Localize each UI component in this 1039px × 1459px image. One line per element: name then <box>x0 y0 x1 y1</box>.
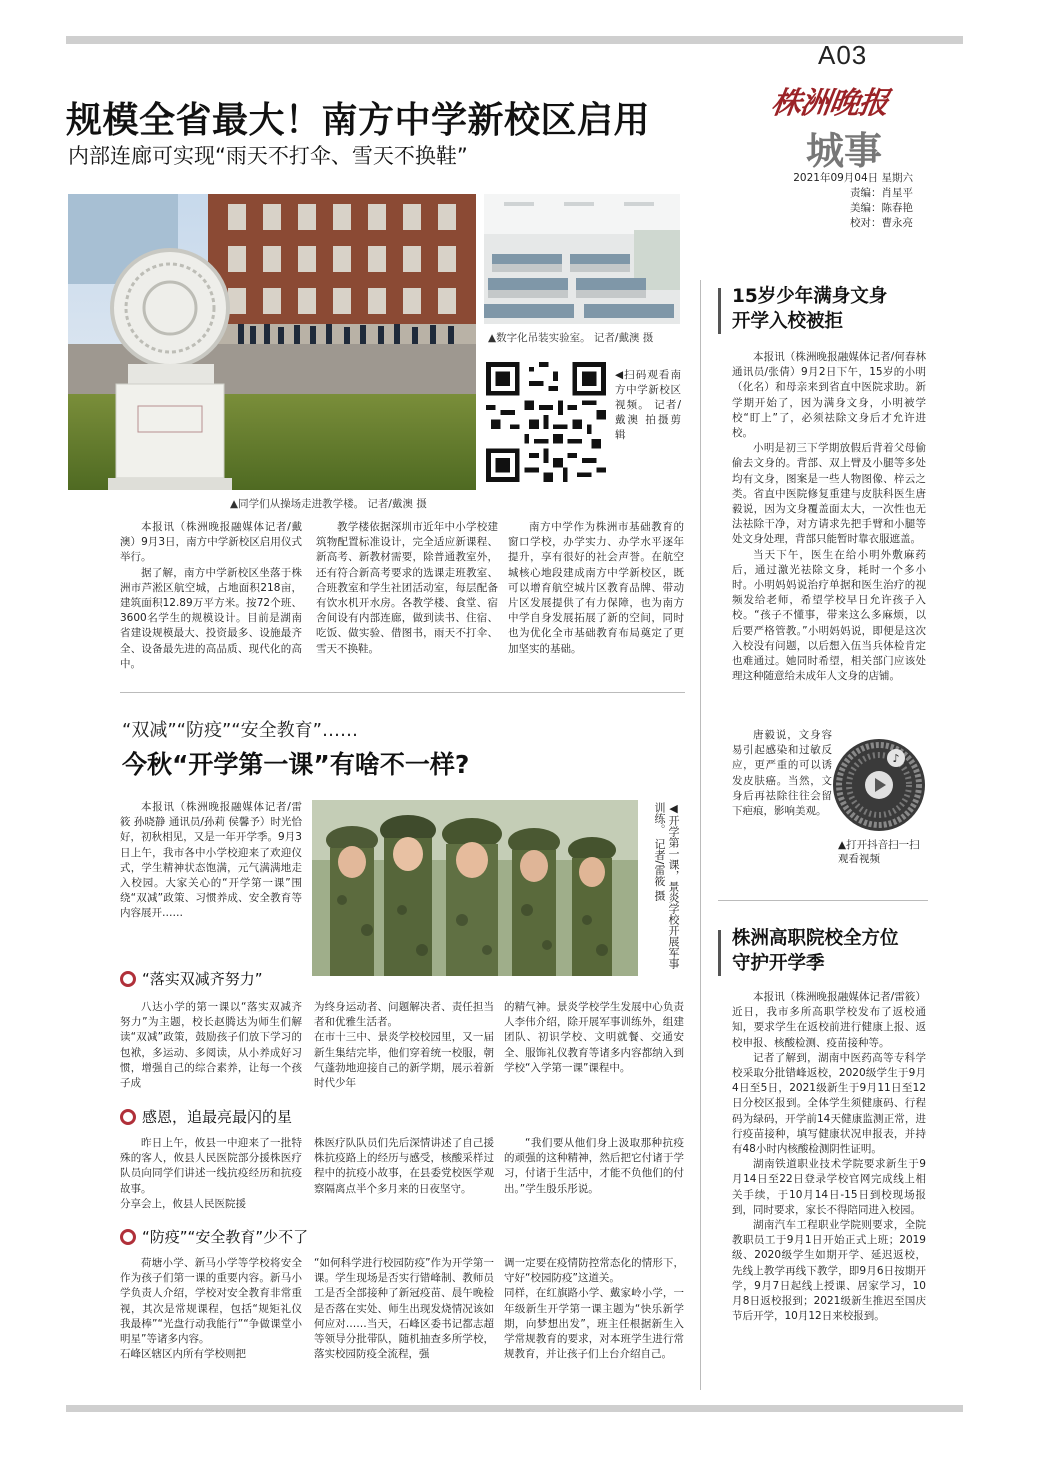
lead-col-2 <box>316 520 498 680</box>
column-divider <box>700 280 701 1390</box>
story2-s2-col3 <box>504 1136 684 1220</box>
sidebar2-para: 本报讯（株洲晚报融媒体记者/雷筱）近日，我市多所高职学校发布了返校通知，要求学生在返校前进行健康上报、返校申报、核酸检测、疫苗接种等。 <box>732 991 926 1049</box>
story2-s3-col3 <box>504 1256 684 1388</box>
story2-section-2-title <box>120 1106 292 1127</box>
story2-headline: 今秋“开学第一课”有啥不一样? <box>122 750 470 779</box>
lead-col-3 <box>508 520 684 680</box>
para: “我们要从他们身上汲取那种抗疫的顽强的这种精神，然后把它付诸于学习，付诸于生活中，才能不负他们的付出。”学生殷乐彤说。 <box>504 1137 684 1195</box>
issue-date: 2021年09月04日 星期六 <box>793 172 913 184</box>
story2-s2-col2 <box>314 1136 494 1220</box>
para: 昨日上午，攸县一中迎来了一批特殊的客人，攸县人民医院部分援株医疗队员向同学们讲述一线抗疫经历和抗疫故事。 分享会上，攸县人民医院援 <box>120 1137 302 1210</box>
para: 荷塘小学、新马小学等学校将安全作为孩子们第一课的重要内容。新马小学负责人介绍，学校对安全教育非常重视，其次是常规课程，包括“规矩礼仪我最棒”“光盘行动我能行”“争做课堂小明星”等诸多内容。 石峰区辖区内所有学校则把 <box>120 1257 302 1361</box>
lead-photo-lab-caption: ▲数字化吊装实验室。 记者/戴澳 摄 <box>488 332 654 344</box>
bullet-circle-icon <box>120 1109 136 1125</box>
para: 的精气神。景炎学校学生发展中心负责人李伟介绍，除开展军事训练外，组建团队、初识学校、文明就餐、交通安全、服饰礼仪教育等诸多内容都纳入到学校“入学第一课”课程中。 <box>504 1001 684 1074</box>
editor-credit: 责编：肖星平 <box>850 187 913 199</box>
lead-col-1-para: 本报讯（株洲晚报融媒体记者/戴澳）9月3日，南方中学新校区启用仪式举行。 <box>120 521 302 564</box>
story2-section-1-title <box>120 968 263 989</box>
story2-s1-col3 <box>504 1000 684 1096</box>
sidebar1-para: 唐毅说，文身容易引起感染和过敏反应，更严重的可以诱发皮肤癌。当然，文身后再祛除往往会留下疤痕，影响美观。 <box>732 729 832 818</box>
sidebar1-body-end <box>732 728 832 864</box>
story2-intro-para: 本报讯（株洲晚报融媒体记者/雷筱 孙晓静 通讯员/孙莉 侯馨予）时光恰好，初秋相见，又是一年开学季。9月3日上午，我市各中小学校迎来了欢迎仪式，学生精神状态饱满，元气满满地走入校园。大家关心的“开学第一课”围绕“双减”政策、习惯养成、安全教育等内容展开…… <box>120 801 302 920</box>
military-training-illustration <box>312 800 638 976</box>
lead-col-1 <box>120 520 302 680</box>
sidebar2-title <box>732 926 899 976</box>
sidebar2-accent-bar <box>718 930 721 976</box>
bottom-rule <box>66 1405 963 1412</box>
para: 株医疗队队员们先后深情讲述了自己援株抗疫路上的经历与感受，核酸采样过程中的抗疫小故事，在县委党校医学观察隔离点半个多月来的日夜坚守。 <box>314 1137 494 1195</box>
lead-photo-school-caption: ▲同学们从操场走进教学楼。 记者/戴澳 摄 <box>230 498 427 510</box>
lead-photo-school <box>68 194 476 490</box>
sidebar1-accent-bar <box>718 288 721 334</box>
section-title-text: 感恩，追最亮最闪的星 <box>142 1108 293 1126</box>
sidebar2-body <box>732 990 926 1394</box>
paper-logo: 株洲晚报 <box>769 86 890 121</box>
sidebar2-para: 湖南铁道职业技术学院要求新生于9月14日至22日登录学校官网完成线上相关手续，于10月14日-15日到校现场报到，同时要求，家长不得陪同进入校园。 <box>732 1158 926 1216</box>
page-number: A03 <box>818 40 868 70</box>
designer-credit: 美编：陈春艳 <box>850 202 913 214</box>
para: 调一定要在疫情防控常态化的情形下，守好“校园防疫”这道关。 同样，在红旗路小学、戴家岭小学，一年级新生开学第一课主题为“快乐新学期，向梦想出发”，班主任根据新生入学常规教育的要求，对本班学生进行常规教育，并让孩子们上台介绍自己。 <box>504 1257 684 1361</box>
lead-headline: 规模全省最大！南方中学新校区启用 <box>66 100 651 141</box>
douyin-qr-caption: ▲打开抖音扫一扫观看视频 <box>838 839 920 865</box>
lead-col-2-para: 教学楼依据深圳市近年中小学校建筑物配置标准设计，完全适应新课程、新高考、新教材需要，除普通教室外，还有符合新高考要求的选课走班教室、合班教室和学生社团活动室，每层配备有饮水机开水房。各教学楼、食堂、宿舍间设有内部连廊，做到读书、住宿、吃饭、做实验、借图书，雨天不打伞、雪天不换鞋。 <box>316 521 498 655</box>
para: 为终身运动者、问题解决者、责任担当者和优雅生活者。 在市十三中、景炎学校校园里，又一届新生集结完毕，他们穿着统一校服，朝气蓬勃地迎接自己的新学期，展示着新时代少年 <box>314 1001 494 1090</box>
story2-kicker: “双减”“防疫”“安全教育”…… <box>122 720 358 741</box>
divider <box>120 692 685 693</box>
lead-col-3-para: 南方中学作为株洲市基础教育的窗口学校，办学实力、办学水平逐年提升，享有很好的社会声誉。在航空城核心地段建成南方中学新校区，既可以增育航空城片区教育品牌、带动片区发展提供了有力保障，也为南方中学自身发展拓展了新的空间，同时也为优化全市基础教育布局奠定了更加坚实的基础。 <box>508 521 684 655</box>
svg-text:♪: ♪ <box>892 752 900 765</box>
qr-code[interactable] <box>486 362 606 482</box>
story2-intro <box>120 800 302 952</box>
sidebar-divider <box>718 900 928 901</box>
story2-photo <box>312 800 638 976</box>
lead-subhead: 内部连廊可实现“雨天不打伞、雪天不换鞋” <box>68 144 468 168</box>
school-photo-illustration <box>68 194 476 490</box>
para: “如何科学进行校园防疫”作为开学第一课。学生现场是否实行错峰制、教师员工是否全部接种了新冠疫苗、晨午晚检是否落在实处、师生出现发烧情况该如何应对……当天，石峰区委书记都志超等领导分批带队，随机抽查多所学校，落实校园防疫全流程，强 <box>314 1257 494 1361</box>
douyin-qr-graphic <box>832 738 926 832</box>
sidebar1-para: 小明是初三下学期放假后背着父母偷偷去文身的。背部、双上臂及小腿等多处均有文身，图案是一些人物图像、梓云之类。省直中医院修复重建与皮肤科医生唐毅说，因为文身覆盖面太大，一次性也无法祛除干净，对方请求先把手臂和小腿等处文身处理，背部只能暂时靠衣服遮盖。 <box>732 442 926 546</box>
story2-section-3-title <box>120 1226 308 1247</box>
sidebar2-title-line: 守护开学季 <box>732 953 825 974</box>
story2-s3-col2 <box>314 1256 494 1388</box>
section-title: 城事 <box>806 128 883 173</box>
bullet-circle-icon <box>120 971 136 987</box>
story2-s2-col1 <box>120 1136 302 1220</box>
qr-code-graphic <box>486 362 606 482</box>
para: 八达小学的第一课以“落实双减齐努力”为主题，校长赵腾达为师生们解读“双减”政策，鼓励孩子们放下学习的包袱，多运动、多阅读，从小养成好习惯，增强自己的综合素养，让每一个孩子成 <box>120 1001 302 1090</box>
section-title-text: “落实双减齐努力” <box>142 970 263 988</box>
sidebar2-para: 记者了解到，湖南中医药高等专科学校采取分批错峰返校，2020级学生于9月4日至5日，2021级新生于9月11日至12日分校区报到。全体学生须健康码、行程码为绿码，开学前14天健康监测正常，进行疫苗接种，填写健康状况申报表，并持有48小时内核酸检测阴性证明。 <box>732 1051 926 1156</box>
sidebar2-title-line: 株洲高职院校全方位 <box>732 928 899 949</box>
douyin-qr-code[interactable] <box>832 738 926 832</box>
story2-photo-caption: ◀开学第一课，景炎学校开展军事训练。 记者/雷筱 摄 <box>653 802 680 969</box>
sidebar1-title <box>732 284 887 334</box>
sidebar1-body <box>732 350 926 728</box>
section-title-text: “防疫”“安全教育”少不了 <box>142 1228 309 1246</box>
qr-instruction: ◀扫码观看南方中学新校区视频。 记者/戴澳 拍摄剪辑 <box>615 369 681 441</box>
lead-col-1-para: 据了解，南方中学新校区坐落于株洲市芦淞区航空城，占地面积218亩，建筑面积12.89万平方米。按72个班、3600名学生的规模设计。目前是湖南省建设规模最大、投资最多、设施最齐全、设备最先进的高品质、现代化的高中。 <box>120 566 302 670</box>
sidebar1-para: 本报讯（株洲晚报融媒体记者/何春林 通讯员/张倩）9月2日下午，15岁的小明（化名）和母亲来到省直中医院求助。新学期开始了，因为满身文身，小明被学校“盯上”了，必须祛除文身后才允许进校。 <box>732 351 926 440</box>
bullet-circle-icon <box>120 1229 136 1245</box>
dateline <box>783 171 913 231</box>
sidebar1-title-line: 开学入校被拒 <box>732 311 844 332</box>
sidebar1-para: 当天下午，医生在给小明外敷麻药后，通过激光祛除文身，耗时一个多小时。小明妈妈说治疗单据和医生治疗的视频发给老师，希望学校早日允许孩子入校。“孩子不懂事，带来这么多麻烦，以后要严格管教。”小明妈妈说，即便是这次入校没有问题，以后想入伍当兵体检肯定也难通过。她同时希望，相关部门应该处理这种随意给未成年人文身的店铺。 <box>732 548 926 683</box>
story2-s3-col1 <box>120 1256 302 1388</box>
story2-s1-col1 <box>120 1000 302 1096</box>
lead-photo-lab <box>484 194 680 324</box>
sidebar2-para: 湖南汽车工程职业学院则要求，全院教职员工于9月1日开始正式上班；2019级、2020级学生如期开学、延迟返校，先线上教学再线下教学，即9月6日按期开学，9月7日起线上授课、居家学习，10月8日返校报到；2021级新生推迟至国庆节后开学，10月12日来校报到。 <box>732 1219 926 1323</box>
story2-s1-col2 <box>314 1000 494 1096</box>
sidebar1-title-line: 15岁少年满身文身 <box>732 286 888 307</box>
proofreader-credit: 校对：曹永亮 <box>850 217 913 229</box>
lab-photo-illustration <box>484 194 680 324</box>
